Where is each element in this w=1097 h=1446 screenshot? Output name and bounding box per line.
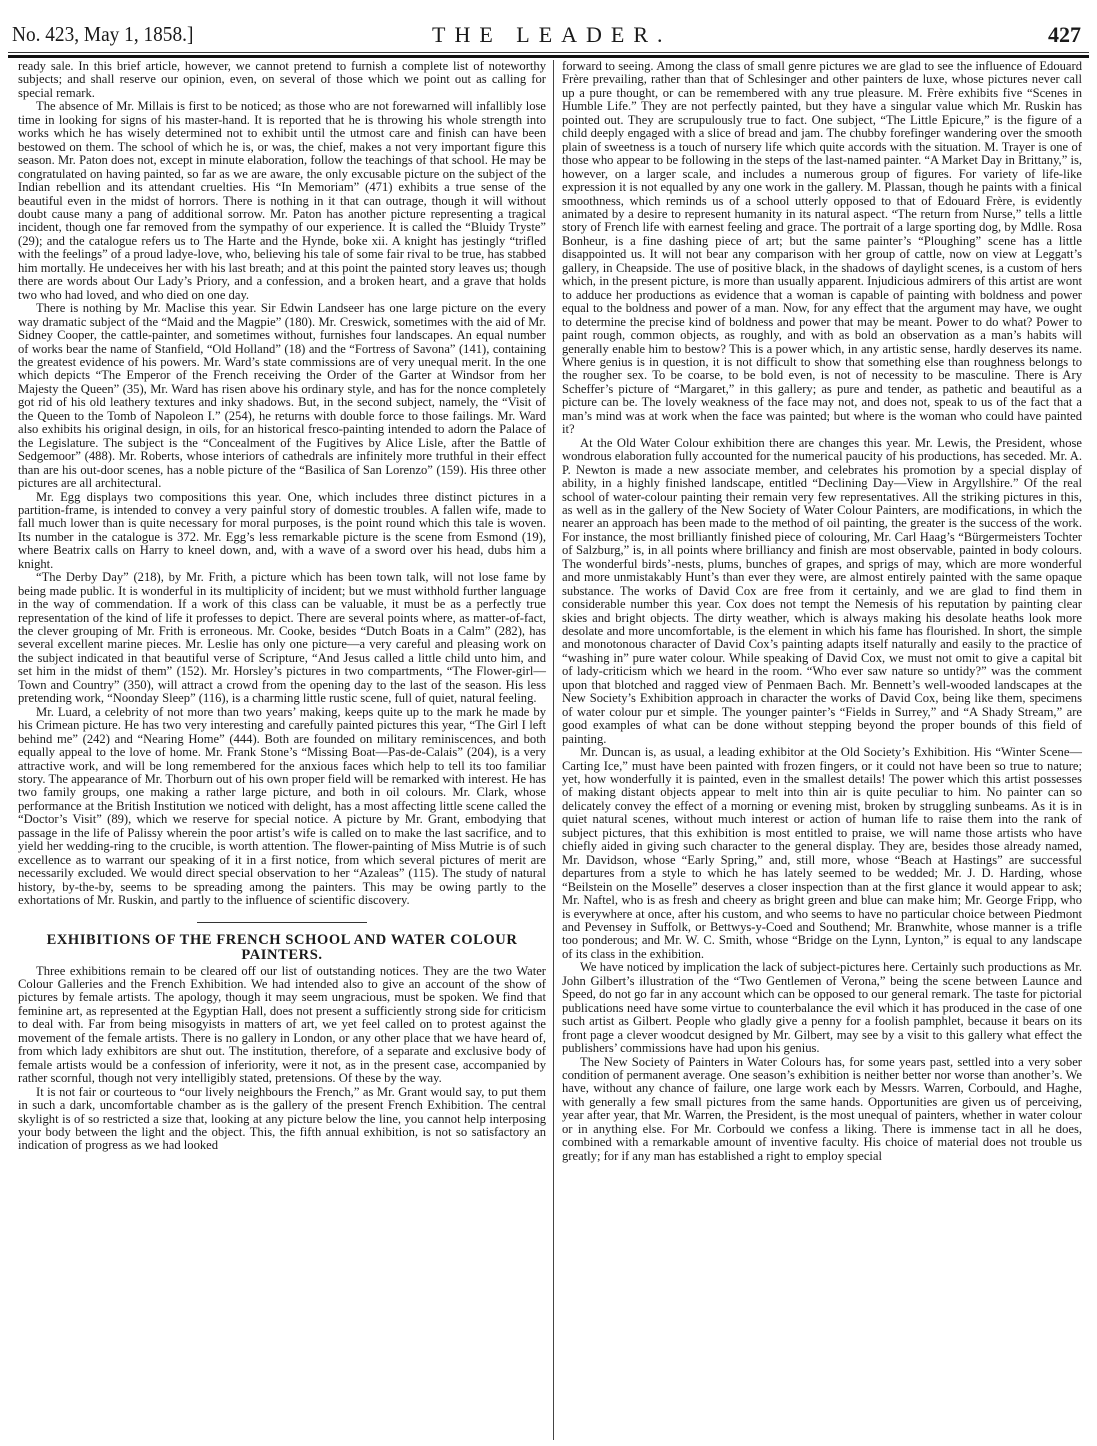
page-number: 427 xyxy=(1048,22,1081,47)
paragraph: The New Society of Painters in Water Colours has, for some years past, settled into a very sober condition of permanent average. One season’s exhibition is neither better nor worse than another’s. We have, without any chance of failure, one large work each by Messrs. Warren, Corbould, and Haghe, with generally a few small pictures from the same hands. Opportunities are given us of perceiving, year after year, that Mr. Warren, the President, is the most unequal of painters, whether in water colour or in anything else. For Mr. Corbould we confess a liking. There is immense tact in all he does, combined with a remarkable amount of inventive faculty. His choice of material does not trouble us greatly; for if any man has established a right to employ special xyxy=(562,1054,1082,1163)
paragraph: ready sale. In this brief article, however, we cannot pretend to furnish a complete list of noteworthy subjects; and shall reserve our opinion, even, on several of those which we point out as calling for special remark. xyxy=(18,59,546,100)
paragraph: At the Old Water Colour exhibition there are changes this year. Mr. Lewis, the President, whose wondrous elaboration fully accounted for the numerical paucity of his productions, has seceded. Mr. A. P. Newton is made a new associate member, and celebrates his promotion by a special display of ability, in a highly finished landscape, entitled “Declining Day—View in Argyllshire.” Of the real school of water-colour painting their remain very few representatives. All the striking pictures in this, as well as in the gallery of the New Society of Water Colour Painters, are modifications, in which the nearer an approach has been made to the method of oil painting, the greater is the success of the work. For instance, the most brilliantly finished piece of colouring, Mr. Carl Haag’s “Bürgermeisters Tochter of Salzburg,” is, in all points where brilliancy and finish are most observable, painted in body colours. The wonderful birds’-nests, plums, bunches of grapes, and sprigs of may, which are more wonderful and more unmistakably Hunt’s than ever they were, are almost entirely painted with the same opaque substance. The works of David Cox are free from it certainly, and we are glad to find them in considerable number this year. Cox does not tempt the Nemesis of his reputation by painting clear skies and bright objects. The dirty weather, which is always making his desolate heaths look more desolate and more uncomfortable, is the element in which his fame has flourished. In short, the simple and monotonous character of David Cox’s painting adapts itself naturally and easily to the practice of “washing in” pure water colour. While speaking of David Cox, we must not omit to give a capital bit of lady-criticism which we heard in the room. “Who ever saw nature so untidy?” was the comment upon that blotched and ragged view of Penmaen Bach. Mr. Bennett’s well-wooded landscapes at the New Society’s Exhibition approach in character the works of David Cox, being like them, specimens of water colour pur et simple. The younger painter’s “Fields in Surrey,” and “A Shady Stream,” are good examples of what can be done without stepping beyond the proper bounds of this field of painting. xyxy=(562,435,1082,746)
paragraph: Mr. Luard, a celebrity of not more than two years’ making, keeps quite up to the mark he made by his Crimean picture. He has two very interesting and carefully painted pictures this year, “The Girl I left behind me” (242) and “Nearing Home” (444). Both are founded on military reminiscences, and both equally appeal to the love of home. Mr. Frank Stone’s “Missing Boat—Pas-de-Calais” (204), is a very attractive work, and will be long remembered for the anxious faces which help to tell its too familiar story. The appearance of Mr. Thorburn out of his own proper field will be remarked with interest. He has two family groups, one making a rather large picture, and both in oil colours. Mr. Clark, whose performance at the British Institution we noticed with delight, has a most affecting little scene called the “Doctor’s Visit” (89), which we reserve for special notice. A picture by Mr. Grant, embodying that passage in the life of Palissy wherein the poor artist’s wife is called on to make the last sacrifice, and to yield her wedding-ring to the crucible, is worth attention. The flower-painting of Miss Mutrie is of such excellence as to warrant our speaking of it in a first notice, from which several pictures of merit are necessarily excluded. We would direct special observation to her “Azaleas” (115). The study of natural history, by-the-by, seems to be spreading among the painters. This may be owing partly to the exhortations of Mr. Ruskin, and partly to the influence of scientific discovery. xyxy=(18,704,546,908)
paragraph: The absence of Mr. Millais is first to be noticed; as those who are not forewarned will infallibly lose time in looking for signs of his master-hand. It is reported that he is throwing his whole strength into works which he has wisely determined not to exhibit until the utmost care and finish can have been bestowed on them. The school of which he is, or was, the chief, makes a not very important figure this season. Mr. Paton does not, except in minute elaboration, follow the teachings of that school. He may be congratulated on having painted, so far as we are aware, the only excusable picture on the subject of the Indian rebellion and its attendant cruelties. His “In Memoriam” (471) exhibits a true sense of the beautiful even in the midst of horrors. There is nothing in it that can outrage, though it will without doubt cause many a pang of additional sorrow. Mr. Paton has another picture representing a tragical incident, though one far removed from the sympathy of our experience. It is called the “Bluidy Tryste” (29); and the catalogue refers us to The Harte and the Hynde, boke xii. A knight has jestingly “trifled with the feelings” of a proud ladye-love, who, believing his tale of some fair rival to be true, has stabbed him mortally. He undeceives her with his last breath; and at this point the painted story leaves us; though there are words about Our Lady’s Priory, and a confession, and a broken heart, and a grave that holds two who had loved, and who died on one day. xyxy=(18,99,546,302)
paragraph: We have noticed by implication the lack of subject-pictures here. Certainly such productions as Mr. John Gilbert’s illustration of the “Two Gentlemen of Verona,” being the scene between Launce and Speed, do not go far in any account which can be opposed to our general remark. The taste for pictorial publications need have some virtue to counterbalance the evil which it has produced in the case of one such artist as Gilbert. People who gladly give a penny for a foolish pamphlet, because it bears on its front page a clever woodcut designed by Mr. Gilbert, may see by a visit to this gallery what effect the publishers’ commissions have had upon his genius. xyxy=(562,960,1082,1056)
issue-date: No. 423, May 1, 1858.] xyxy=(12,22,194,46)
paragraph: “The Derby Day” (218), by Mr. Frith, a picture which has been town talk, will not lose fame by being made public. It is wonderful in its multiplicity of incident; but we must withhold further language in the way of commendation. If a work of this class can be valuable, it must be as a perfectly true representation of the kind of life it professes to depict. There are several points where, as matter-of-fact, the clever grouping of Mr. Frith is erroneous. Mr. Cooke, besides “Dutch Boats in a Calm” (282), has several excellent marine pieces. Mr. Leslie has only one picture—a very careful and pleasing work on the subject indicated in that beautiful verse of Scripture, “And Jesus called a little child unto him, and set him in the midst of them” (152). Mr. Horsley’s pictures in two compartments, “The Flower-girl—Town and Country” (350), will attract a crowd from the opening day to the last of the season. His less pretending work, “Noonday Sleep” (116), is a charming little rustic scene, full of quiet, natural feeling. xyxy=(18,570,546,706)
left-column xyxy=(18,60,546,1153)
paragraph: forward to seeing. Among the class of small genre pictures we are glad to see the influence of Edouard Frère prevailing, rather than that of Schlesinger and other painters de luxe, whose pictures never call up a pure thought, or can be remembered with any true pleasure. M. Frère exhibits five “Scenes in Humble Life.” They are not perfectly painted, but they have a singular value which Mr. Ruskin has pointed out. They are scrupulously true to fact. One subject, “The Little Epicure,” is the figure of a child deeply engaged with a slice of bread and jam. The chubby forefinger wandering over the smooth plain of sweetness is a touch of nursery life which quite accords with the situation. M. Trayer is one of those who appear to be following in the steps of the last-named painter. “A Market Day in Brittany,” is, however, on a larger scale, and includes a numerous group of figures. For variety of life-like expression it is not equalled by any one work in the gallery. M. Plassan, though he paints with a finical smoothness, which reminds us of a school utterly opposed to that of Edouard Frère, is evidently animated by a desire to represent humanity in its natural aspect. “The return from Nurse,” tells a little story of French life with earnest feeling and grace. The portrait of a large sporting dog, by Mdlle. Rosa Bonheur, is a fine dashing piece of art; but the same painter’s “Ploughing” scene has a little disappointed us. It will not bear any comparison with her group of cattle, now on view at Leggatt’s gallery, in Cheapside. The use of positive black, in the shadows of daylight scenes, is a custom of hers which, in the present picture, is more than usually apparent. Injudicious admirers of this artist are wont to adduce her productions as evidence that a woman is capable of painting with boldness and power equal to the boldness and power of a man. Now, for any effect that the argument may have, we ought to determine the precise kind of boldness and power that may be meant. Power to do what? Power to paint rough, common objects, as roughly, and with as bold an observation as a man’s habits will generally enable him to bestow? This is a power which, in any artistic sense, hardly deserves its name. Where genius is in question, it is not difficult to show that something else than roughness belongs to the rougher sex. To be coarse, to be bold even, is not of necessity to be masculine. There is Ary Scheffer’s picture of “Margaret,” in this gallery; as pure and tender, as pathetic and beautiful as a picture can be. The lovely weakness of the face may not, and does not, speak to us of the fact that a man’s mind was at work when the face was painted; but where is the woman who could have painted it? xyxy=(562,59,1082,437)
section-divider-rule xyxy=(197,922,367,923)
paragraph: It is not fair or courteous to “our lively neighbours the French,” as Mr. Grant would say, to put them in such a dark, uncomfortable chamber as is the gallery of the present French Exhibition. The central skylight is of so restricted a size that, looking at any picture below the line, you cannot help interposing your body between the light and the object. This, the fifth annual exhibition, is not so satisfactory an indication of progress as we had looked xyxy=(18,1084,546,1153)
paragraph: Mr. Egg displays two compositions this year. One, which includes three distinct pictures in a partition-frame, is intended to convey a very painful story of domestic troubles. A fallen wife, made to fall much lower than is quite necessary for moral purposes, is the point round which this tale is woven. Its number in the catalogue is 372. Mr. Egg’s less remarkable picture is the scene from Esmond (19), where Beatrix calls on Harry to kneel down, and, with a wave of a sword over his head, dubs him a knight. xyxy=(18,489,546,571)
header-rule-thick xyxy=(8,55,1089,58)
right-column xyxy=(562,60,1082,1163)
paragraph: Three exhibitions remain to be cleared off our list of outstanding notices. They are the two Water Colour Galleries and the French Exhibition. We had intended also to give an account of the show of pictures by female artists. The apology, though it may seem ungracious, must be spoken. We find that feminine art, as represented at the Egyptian Hall, does not present a sufficiently strong side for criticism to deal with. Far from being misogyists in matters of art, we yet feel called on to protest against the movement of the female artists. There is no gallery in London, or any other place that we have heard of, from which lady exhibitors are shut out. The institution, therefore, of a separate and exclusive body of female artists would be a confession of inferiority, were it not, as in the present case, accompanied by rather scornful, though not very intelligibly stated, pretensions. Of these by the way. xyxy=(18,963,546,1086)
newspaper-title: THE LEADER. xyxy=(432,22,672,47)
header-rule-thin xyxy=(8,52,1089,53)
paragraph: Mr. Duncan is, as usual, a leading exhibitor at the Old Society’s Exhibition. His “Winter Scene—Carting Ice,” must have been painted with frozen fingers, or it could not have been so true to nature; yet, how wonderfully it is painted, even in the smallest details! The power which this artist possesses of making distant objects appear to melt into thin air is quite peculiar to him. No painter can so delicately convey the effect of a morning or evening mist, broken by struggling sunbeams. As it is in quiet natural scenes, without much interest or action of human life to raise them into the rank of subject pictures, that this exhibition is most entitled to praise, we will name those artists who have chiefly aided in giving such character to the general display. They are, besides those already named, Mr. Davidson, whose “Early Spring,” and, still more, whose “Beach at Hastings” are successful departures from a style to which he has lately seemed to be wedded; Mr. J. D. Harding, whose “Beilstein on the Moselle” deserves a closer inspection than at the first glance it would appear to ask; Mr. Naftel, who is as fresh and cheery as bright green and blue can make him; Mr. George Fripp, who is everywhere at once, after his custom, and who seems to have no particular choice between Piedmont and Pevensey in Suffolk, or Bettwys-y-Coed and Southend; Mr. Branwhite, whose manner is a trifle too ponderous; and Mr. W. C. Smith, whose “Bridge on the Lynn, Lynton,” is equal to any landscape of its class in the exhibition. xyxy=(562,745,1082,961)
column-divider xyxy=(553,60,554,1440)
paragraph: There is nothing by Mr. Maclise this year. Sir Edwin Landseer has one large picture on the every way dramatic subject of the “Maid and the Magpie” (180). Mr. Creswick, sometimes with the aid of Mr. Sidney Cooper, the cattle-painter, and sometimes without, furnishes four landscapes. An equal number of works bear the name of Stanfield, “Old Holland” (18) and the “Fortress of Savona” (141), containing the greatest evidence of his powers. Mr. Ward’s state commissions are of very unequal merit. In the one which depicts “The Emperor of the French receiving the Order of the Garter at Windsor from her Majesty the Queen” (35), Mr. Ward has risen above his ordinary style, and has for the nonce completely got rid of his old leathery textures and inky shadows. But, in the second subject, namely, the “Visit of the Queen to the Tomb of Napoleon I.” (254), he returns with double force to those failings. Mr. Ward also exhibits his original design, in oils, for an historical fresco-painting intended to adorn the Palace of the Legislature. The subject is the “Concealment of the Fugitives by Alice Lisle, after the Battle of Sedgemoor” (488). Mr. Roberts, whose interiors of cathedrals are infinitely more truthful in their effect than are his out-door scenes, has a noble picture of the “Basilica of San Lorenzo” (159). His three other pictures are all architectural. xyxy=(18,301,546,491)
section-heading: EXHIBITIONS OF THE FRENCH SCHOOL AND WATER COLOUR PAINTERS. xyxy=(46,931,518,963)
